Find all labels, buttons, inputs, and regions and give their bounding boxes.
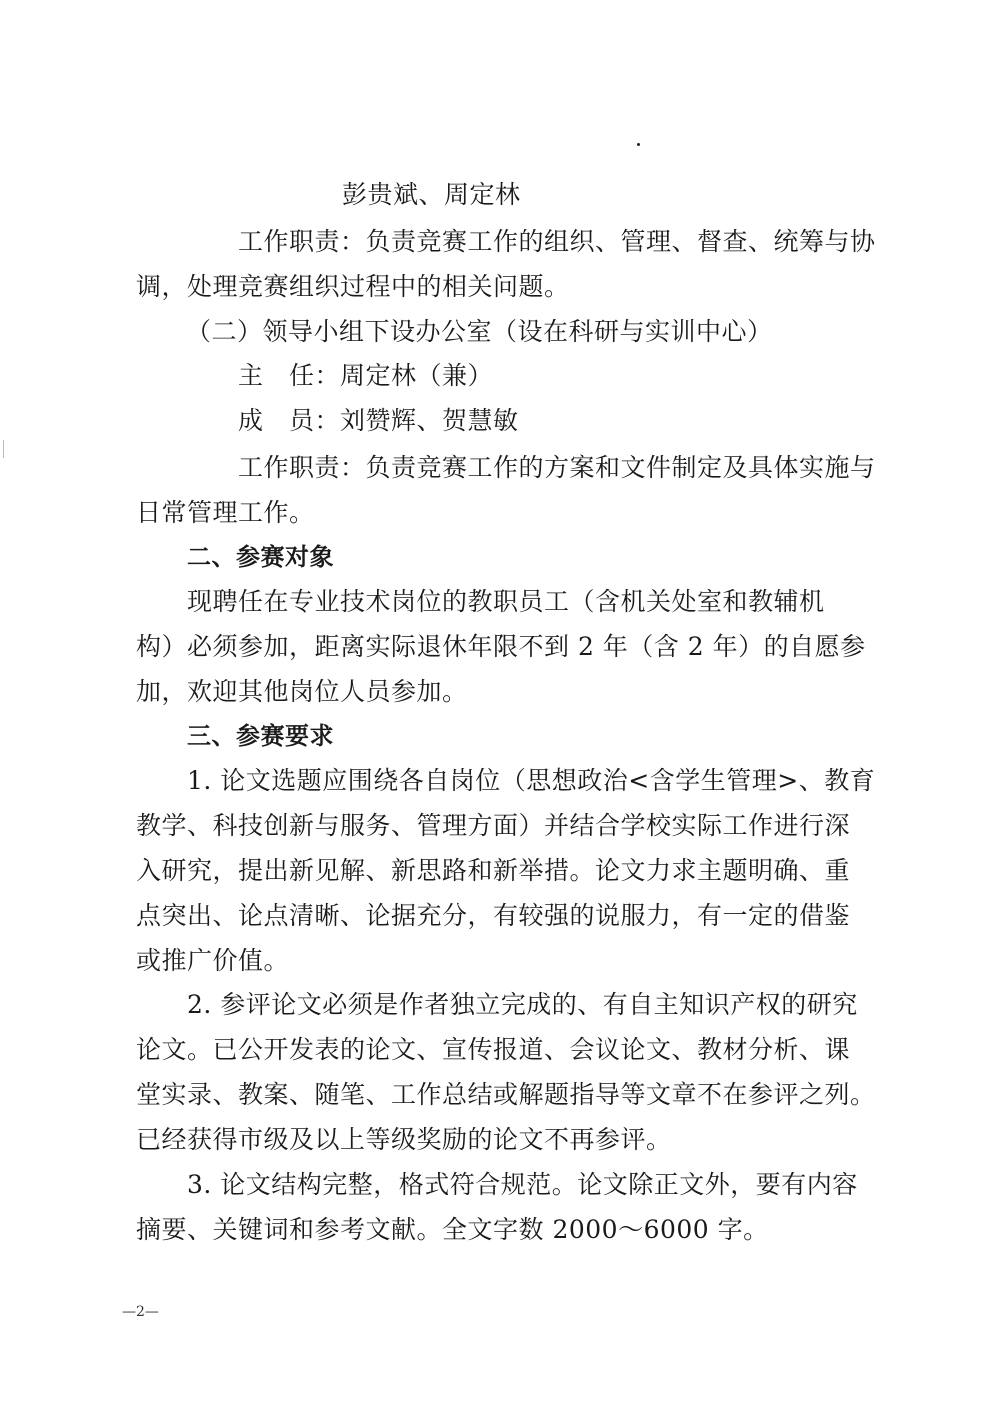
text-line: （二）领导小组下设办公室（设在科研与实训中心） xyxy=(186,317,773,346)
text-line: 成 员：刘赞辉、贺慧敏 xyxy=(238,406,519,435)
text-line: 彭贵斌、周定林 xyxy=(342,180,521,209)
text-line: 或推广价值。 xyxy=(136,946,290,975)
section-heading: 二、参赛对象 xyxy=(187,543,334,571)
text-line: 工作职责：负责竞赛工作的组织、管理、督查、统筹与协 xyxy=(238,227,876,256)
text-line: 2. 参评论文必须是作者独立完成的、有自主知识产权的研究 xyxy=(187,990,858,1019)
text-line: 构）必须参加，距离实际退休年限不到 2 年（含 2 年）的自愿参 xyxy=(136,632,866,661)
text-line: 论文。已公开发表的论文、宣传报道、会议论文、教材分析、课 xyxy=(136,1035,851,1064)
text-line: 摘要、关键词和参考文献。全文字数 2000～6000 字。 xyxy=(136,1215,769,1244)
text-line: 堂实录、教案、随笔、工作总结或解题指导等文章不在参评之列。 xyxy=(136,1080,876,1109)
text-line: 工作职责：负责竞赛工作的方案和文件制定及具体实施与 xyxy=(238,453,876,482)
text-line: 现聘任在专业技术岗位的教职员工（含机关处室和教辅机 xyxy=(187,587,825,616)
section-heading: 三、参赛要求 xyxy=(187,722,334,750)
text-line: 主 任：周定林（兼） xyxy=(238,361,494,390)
text-line: 日常管理工作。 xyxy=(136,498,315,527)
text-line: 加，欢迎其他岗位人员参加。 xyxy=(136,677,468,706)
text-line: 点突出、论点清晰、论据充分，有较强的说服力，有一定的借鉴 xyxy=(136,901,851,930)
text-line: 调，处理竞赛组织过程中的相关问题。 xyxy=(136,272,570,301)
text-line: 3. 论文结构完整，格式符合规范。论文除正文外，要有内容 xyxy=(187,1170,858,1199)
text-line: 已经获得市级及以上等级奖励的论文不再参评。 xyxy=(136,1125,672,1154)
page-number: —2— xyxy=(122,1304,159,1320)
scan-mark xyxy=(3,440,4,458)
text-line: 1. 论文选题应围绕各自岗位（思想政治<含学生管理>、教育 xyxy=(187,766,876,795)
scan-dot xyxy=(637,143,640,146)
text-line: 入研究，提出新见解、新思路和新举措。论文力求主题明确、重 xyxy=(136,856,851,885)
text-line: 教学、科技创新与服务、管理方面）并结合学校实际工作进行深 xyxy=(136,811,851,840)
